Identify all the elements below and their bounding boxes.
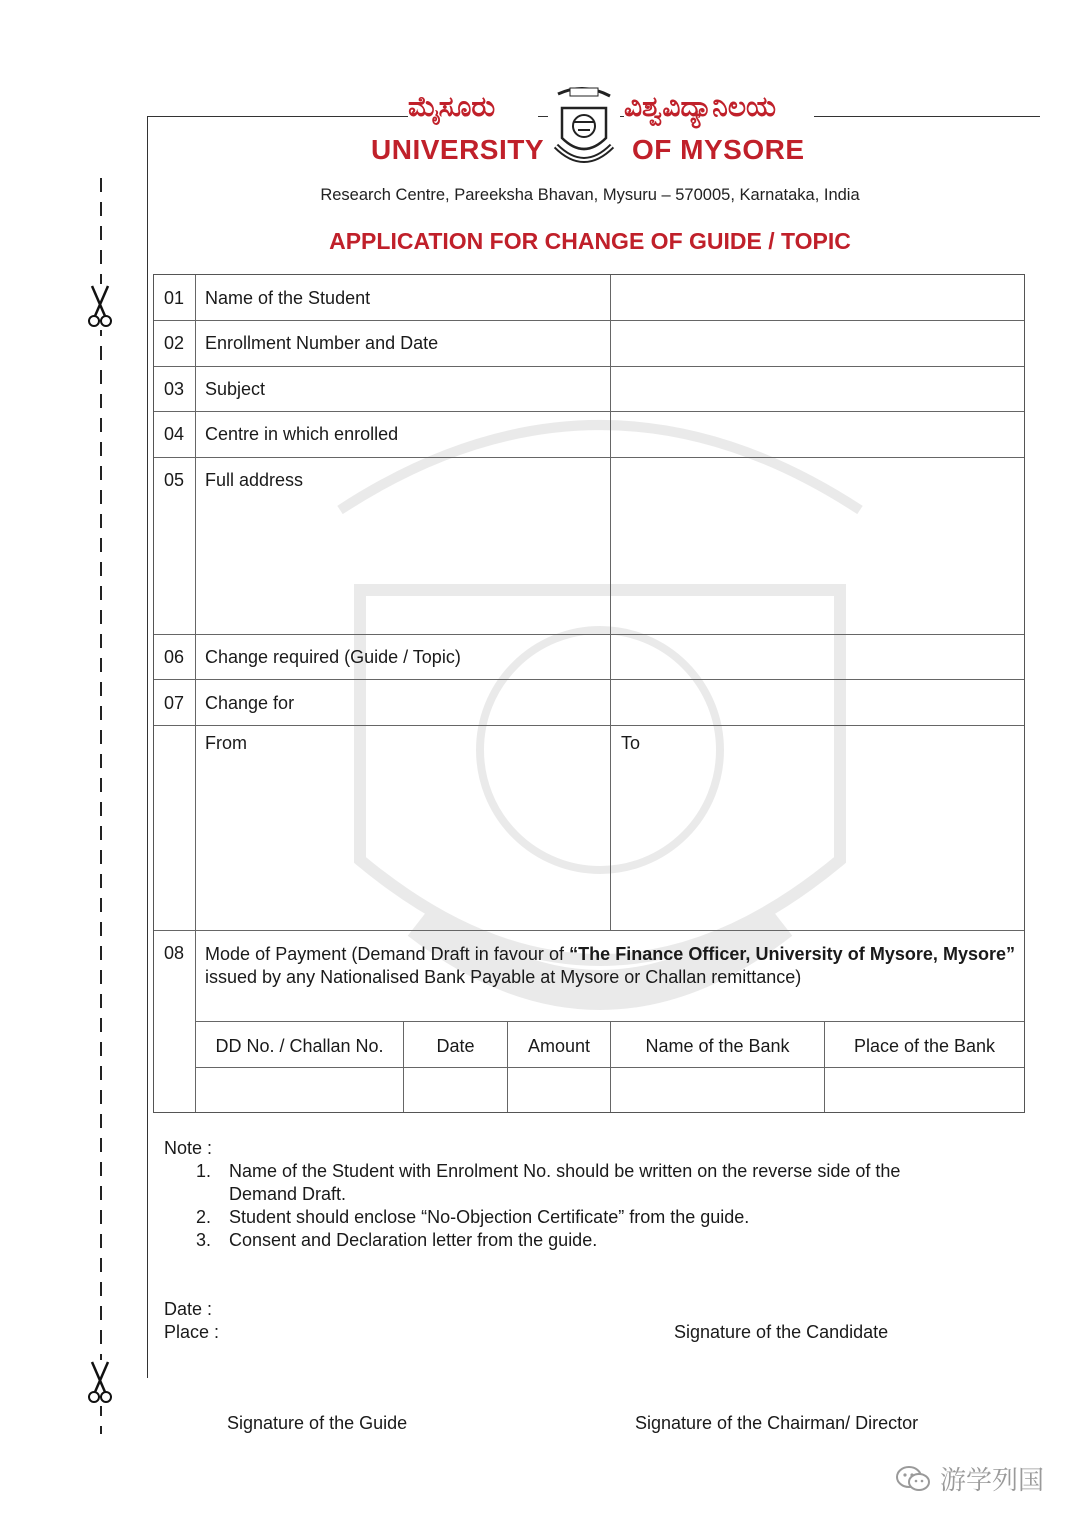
payment-text-after: issued by any Nationalised Bank Payable at Mysore or Challan remittance) (205, 967, 802, 987)
note-item-1-continued: Demand Draft. (229, 1184, 347, 1204)
note-item-2: Student should enclose “No-Objection Certificate” from the guide. (229, 1207, 750, 1227)
row-label-centre: Centre in which enrolled (205, 424, 399, 444)
cut-line (100, 178, 102, 1434)
row-number: 02 (164, 333, 185, 353)
kannada-title-left: ಮೈಸೂರು (408, 90, 538, 124)
column-header-bank-name: Name of the Bank (645, 1036, 790, 1056)
bank-name-field[interactable] (611, 1068, 824, 1112)
column-header-date: Date (436, 1036, 475, 1056)
payment-mode-text (205, 943, 1015, 989)
column-header-bank-place: Place of the Bank (853, 1036, 996, 1056)
subject-field[interactable] (611, 367, 1024, 411)
dd-no-field[interactable] (196, 1068, 403, 1112)
row-number: 03 (164, 379, 185, 399)
scissors-icon (86, 1360, 114, 1406)
change-from-label: From (205, 733, 247, 753)
frame-left-rule (147, 116, 148, 1378)
signature-candidate-label: Signature of the Candidate (674, 1322, 889, 1342)
place-label: Place : (164, 1322, 220, 1342)
bank-place-field[interactable] (825, 1068, 1024, 1112)
enrollment-field[interactable] (611, 321, 1024, 366)
note-number: 3. (196, 1230, 212, 1250)
row-label-change-for: Change for (205, 693, 295, 713)
row-label-enrollment: Enrollment Number and Date (205, 333, 439, 353)
payment-date-field[interactable] (404, 1068, 507, 1112)
note-item-1: Name of the Student with Enrolment No. should be written on the reverse side of the (229, 1161, 901, 1181)
kannada-title-right: ವಿಶ್ವವಿದ್ಯಾನಿಲಯ (624, 90, 814, 124)
note-item-3: Consent and Declaration letter from the guide. (229, 1230, 598, 1250)
row-divider (154, 930, 1024, 931)
row-number: 01 (164, 288, 185, 308)
payment-payee: “The Finance Officer, University of Mysore, Mysore” (569, 944, 1015, 964)
change-to-field[interactable] (611, 726, 1024, 930)
student-name-field[interactable] (611, 275, 1024, 320)
scissors-icon (86, 284, 114, 330)
amount-field[interactable] (508, 1068, 610, 1112)
signature-guide-label: Signature of the Guide (227, 1413, 408, 1433)
university-name-right: OF MYSORE (632, 134, 805, 165)
payment-text-before: Mode of Payment (Demand Draft in favour of (205, 944, 570, 964)
column-header-dd-no: DD No. / Challan No. (215, 1036, 384, 1056)
column-header-amount: Amount (527, 1036, 591, 1056)
change-required-field[interactable] (611, 635, 1024, 679)
notes-heading: Note : (164, 1138, 213, 1158)
row-label-subject: Subject (205, 379, 266, 399)
row-label-student-name: Name of the Student (205, 288, 371, 308)
signature-chairman-label: Signature of the Chairman/ Director (635, 1413, 919, 1433)
form-title: APPLICATION FOR CHANGE OF GUIDE / TOPIC (329, 228, 851, 254)
note-number: 2. (196, 1207, 212, 1227)
row-number: 08 (164, 943, 185, 963)
application-form-table (153, 274, 1025, 1113)
row-label-change-required: Change required (Guide / Topic) (205, 647, 461, 667)
row-label-address: Full address (205, 470, 304, 490)
university-address: Research Centre, Pareeksha Bhavan, Mysuru – 570005, Karnataka, India (320, 186, 860, 204)
row-number: 07 (164, 693, 185, 713)
source-watermark: 游学列国 (939, 1465, 1044, 1495)
row-number: 06 (164, 647, 185, 667)
change-from-field[interactable] (196, 726, 610, 930)
address-field[interactable] (611, 458, 1024, 634)
row-number: 04 (164, 424, 185, 444)
date-label: Date : (164, 1299, 213, 1319)
column-divider (195, 275, 196, 1112)
wechat-icon (894, 1464, 932, 1494)
change-for-field[interactable] (611, 680, 1024, 725)
university-emblem (548, 84, 620, 170)
row-number: 05 (164, 470, 185, 490)
university-name-left: UNIVERSITY (371, 134, 545, 165)
note-number: 1. (196, 1161, 212, 1181)
centre-field[interactable] (611, 412, 1024, 457)
change-to-label: To (621, 733, 641, 753)
